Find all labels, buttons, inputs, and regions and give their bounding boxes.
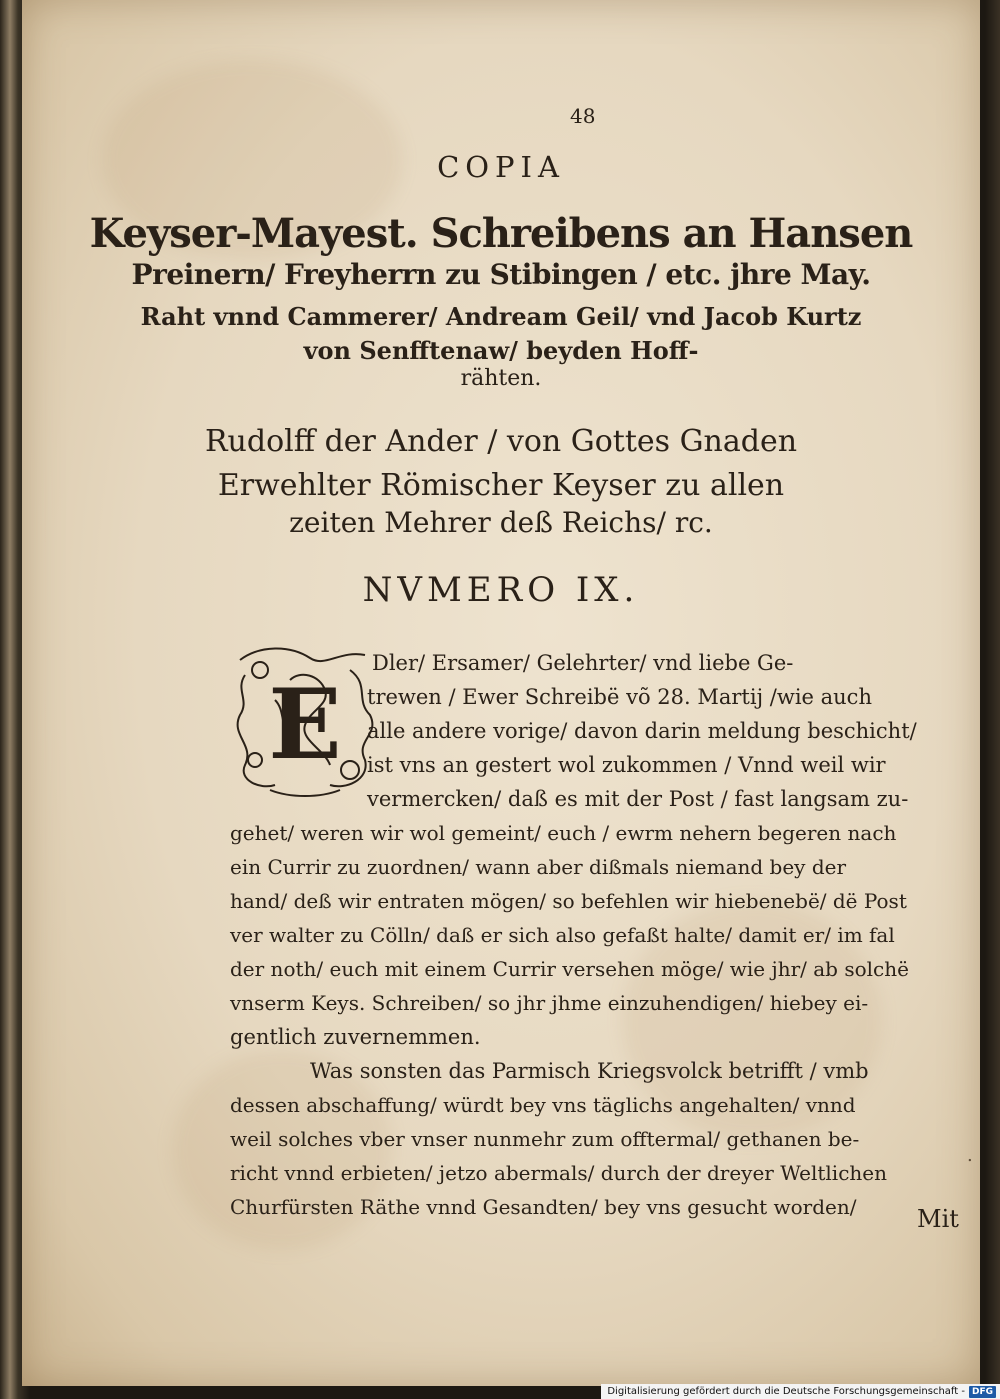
dfg-logo-icon: DFG — [969, 1386, 996, 1398]
text-line: dessen abschaffung/ würdt bey vns täglichs angehalten/ vnnd — [230, 1093, 856, 1117]
title-line: Preinern/ Freyherrn zu Stibingen / etc. jhre May. — [131, 258, 871, 291]
title-line: rähten. — [460, 366, 542, 391]
page-number: 48 — [570, 104, 596, 128]
text-line: gehet/ weren wir wol gemeint/ euch / ewrm nehern begeren nach — [230, 821, 897, 845]
text-line: hand/ deß wir entraten mögen/ so befehlen wir hiebenebë/ dë Post — [230, 889, 907, 913]
digitization-credit-bar — [601, 1384, 1000, 1399]
text-line: Churfürsten Räthe vnnd Gesandten/ bey vns gesucht worden/ — [230, 1195, 857, 1219]
text-line: Dler/ Ersamer/ Gelehrter/ vnd liebe Ge- — [372, 651, 794, 675]
sender-line: Erwehlter Römischer Keyser zu allen — [217, 468, 785, 503]
catchword: Mit — [917, 1205, 959, 1233]
title-line: Keyser-Mayest. Schreibens an Hansen — [89, 210, 913, 257]
ornamental-initial-icon — [230, 640, 380, 800]
numero-heading: NVMERO IX. — [362, 570, 640, 610]
sender-line: zeiten Mehrer deß Reichs/ rc. — [289, 506, 713, 539]
initial-letter: E — [268, 668, 342, 781]
title-line: von Senfftenaw/ beyden Hoff- — [303, 336, 699, 365]
text-line: weil solches vber vnser nunmehr zum offtermal/ gethanen be- — [230, 1127, 860, 1151]
text-line: ist vns an gestert wol zukommen / Vnnd weil wir — [367, 753, 886, 777]
text-line: richt vnnd erbieten/ jetzo abermals/ durch der dreyer Weltlichen — [230, 1161, 887, 1185]
document-page — [22, 0, 980, 1386]
copia-heading: COPIA — [437, 150, 565, 184]
margin-mark: . — [967, 1145, 973, 1166]
digitization-credit: Digitalisierung gefördert durch die Deutsche Forschungsgemeinschaft - — [607, 1386, 965, 1397]
text-line: Was sonsten das Parmisch Kriegsvolck betrifft / vmb — [310, 1059, 869, 1083]
text-line: alle andere vorige/ davon darin meldung beschicht/ — [367, 719, 917, 743]
text-line: ver walter zu Cölln/ daß er sich also gefaßt halte/ damit er/ im fal — [230, 923, 895, 947]
text-line: vermercken/ daß es mit der Post / fast langsam zu- — [367, 787, 909, 811]
text-line: trewen / Ewer Schreibë võ 28. Martij /wie auch — [367, 685, 872, 709]
text-line: vnserm Keys. Schreiben/ so jhr jhme einzuhendigen/ hiebey ei- — [230, 991, 869, 1015]
title-line: Raht vnnd Cammerer/ Andream Geil/ vnd Jacob Kurtz — [140, 302, 862, 331]
sender-line: Rudolff der Ander / von Gottes Gnaden — [204, 424, 798, 459]
text-line: gentlich zuvernemmen. — [230, 1025, 481, 1049]
text-line: ein Currir zu zuordnen/ wann aber dißmals niemand bey der — [230, 855, 847, 879]
text-line: der noth/ euch mit einem Currir versehen möge/ wie jhr/ ab solchë — [230, 957, 909, 981]
